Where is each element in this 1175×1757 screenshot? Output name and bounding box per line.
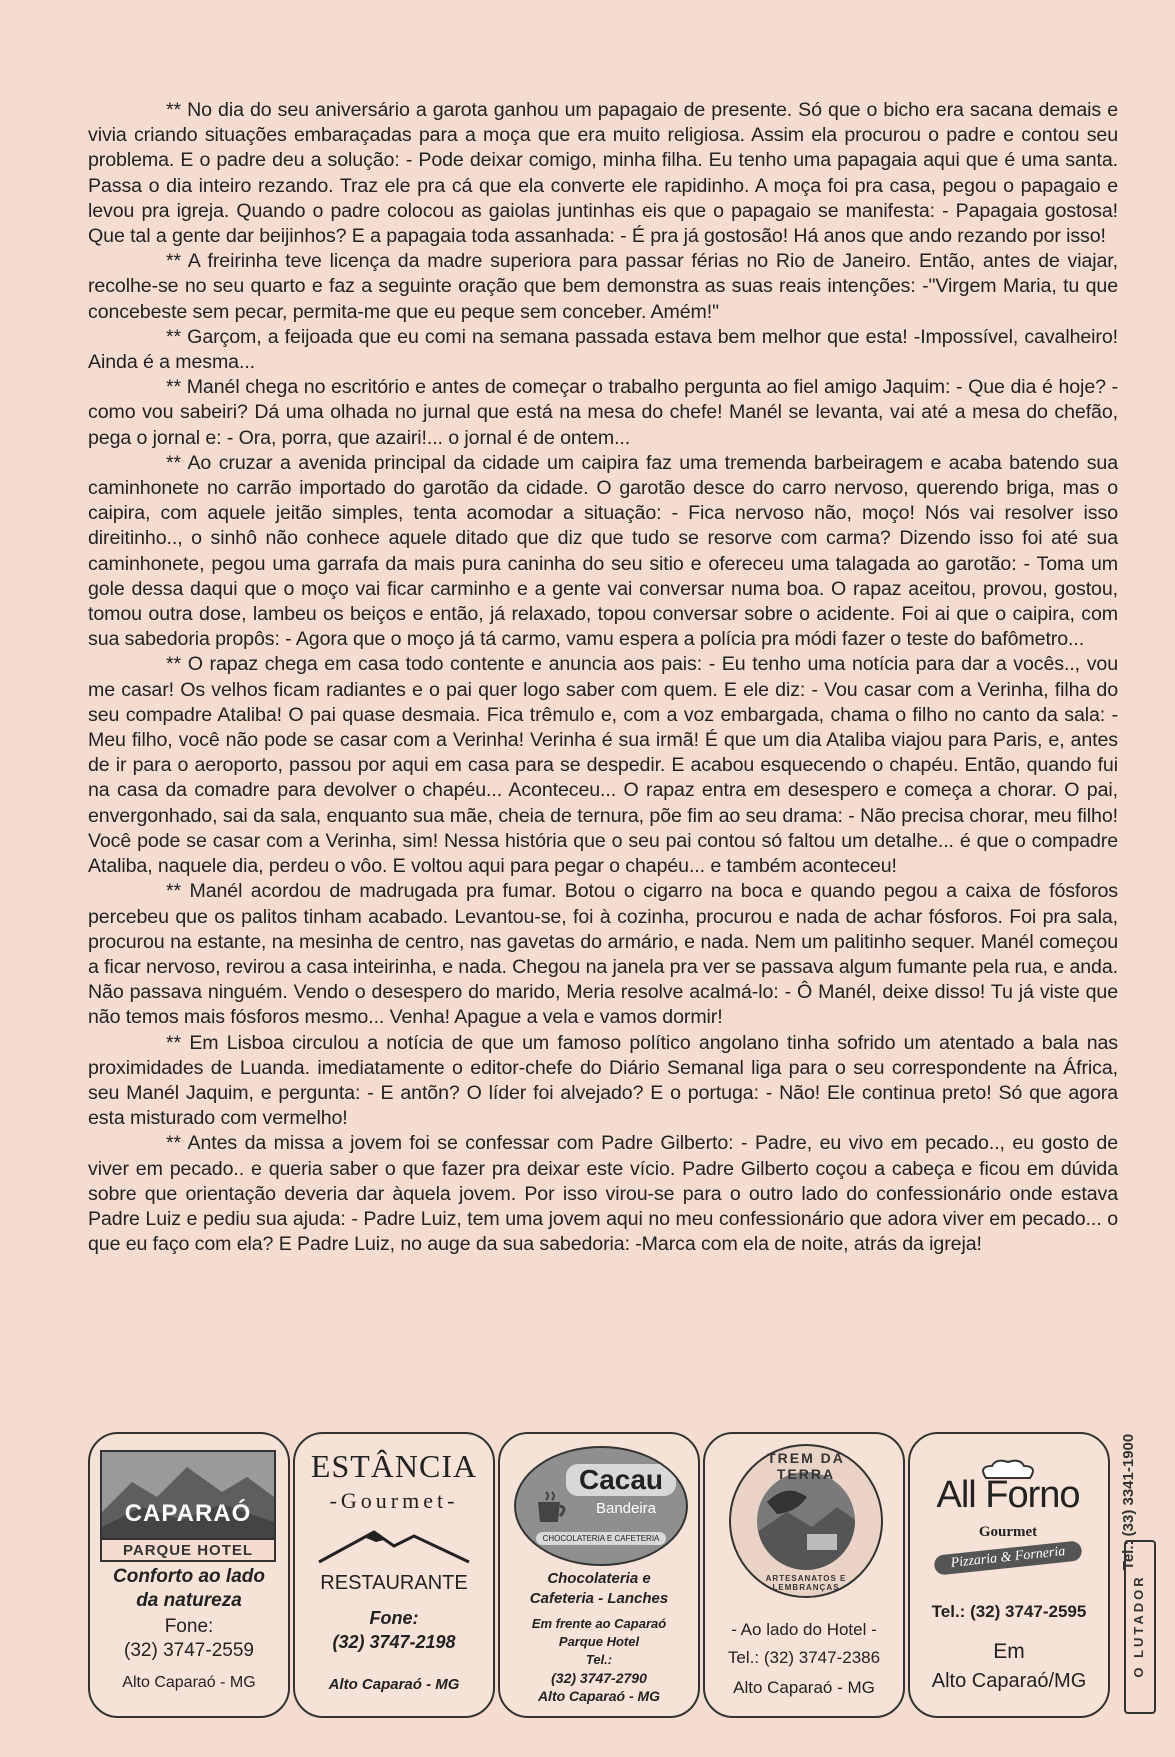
joke-paragraph: ** No dia do seu aniversário a garota ganhou um papagaio de presente. Só que o bicho era sacana demais e vivia criando situações embaraçadas para a moça que era muito religiosa. Assim ela procurou o padre e contou seu problema. E o padre deu a solução: - Pode deixar comigo, minha filha. Eu tenho uma papagaia aqui que é uma santa. Passa o dia inteiro rezando. Traz ele pra cá que ela converte ele rapidinho. A moça foi pra casa, pegou o papagaio e levou pra igreja. Quando o padre colocou as gaiolas juntinhas eis que o papagaio se manifesta: - Papagaia gostosa! Que tal a gente dar beijinhos? E a papagaia toda assanhada: - É pra já gostosão! Há anos que ando rezando por isso! [88,99,1118,248]
joke-paragraph: ** A freirinha teve licença da madre superiora para passar férias no Rio de Janeiro. Então, antes de viajar, recolhe-se no seu quarto e faz a seguinte oração que bem demonstra as suas reais intenções: -"Virgem Maria, tu que concebeste sem pecar, permita-me que eu peque sem conceber. Amém!" [88,250,1118,323]
trem-logo-top: TREM DA TERRA [767,1450,845,1482]
cacau-logo-text: Cacau [566,1464,676,1496]
cacau-address-2: Parque Hotel [558,1634,640,1649]
caparao-phone: (32) 3747-2559 [124,1640,254,1661]
ads-row [88,1432,1108,1716]
publisher-side-strip [1122,1430,1156,1720]
allforno-location-1: Em [993,1640,1025,1663]
ad-trem-da-terra [703,1432,905,1718]
trem-note: - Ao lado do Hotel - [731,1620,877,1639]
estancia-logo: ESTÂNCIA [310,1448,478,1484]
coffee-cup-icon [532,1488,572,1528]
joke-paragraph: ** Manél acordou de madrugada pra fumar. Botou o cigarro na boca e quando pegou a caixa de fósforos percebeu que os palitos tinham acabado. Levantou-se, foi à cozinha, procurou e nada de achar fósforos. Foi pra sala, procurou na estante, na mesinha de centro, nas gavetas do armário, e nada. Nem um palitinho sequer. Manél começou a ficar nervoso, revirou a casa inteirinha, e nada. Chegou na janela pra ver se passava algum fumante pela rua, e anda. Não passava ninguém. Vendo o desespero do marido, Meria resolve acalmá-lo: - Ô Manél, deixe disso! Tu já viste que não temos mais fósforos mesmo... Venha! Apague a vela e vamos dormir! [88,880,1118,1029]
joke-paragraph: ** Antes da missa a jovem foi se confessar com Padre Gilberto: - Padre, eu vivo em pecado.., eu gosto de viver em pecado.. e queria saber o que fazer pra deixar este vício. Padre Gilberto coçou a cabeça e ficou em dúvida sobre que orientação deveria dar àquela jovem. Por isso virou-se para o outro lado do confessionário onde estava Padre Luiz e pediu sua ajuda: - Padre Luiz, tem uma jovem aqui no meu confessionário que adora viver em pecado... o que eu faço com ela? E Padre Luiz, no auge da sua sabedoria: -Marca com ela de noite, atrás da igreja! [88,1132,1118,1256]
joke-paragraph: ** Ao cruzar a avenida principal da cidade um caipira faz uma tremenda barbeiragem e acaba batendo sua caminhonete no carrão importado do garotão da cidade. O garotão desce do carro nervoso, querendo briga, mas o caipira, com aquele jeitão simples, tenta acomodar a situação: - Fica nervoso não, moço! Nós vai resolver isso direitinho.., o sinhô não conhece aquele ditado que diz que tudo se resorve com carma? Dizendo isso foi até sua caminhonete, pegou uma garrafa da mais pura caninha do seu sitio e ofereceu uma talagada ao garotão: - Toma um gole dessa daqui que o moço vai ficar carminho e a gente vai conversar numa boa. O rapaz aceitou, provou, gostou, tomou outra dose, lambeu os beiços e então, já relaxado, topou conversar sobre o acidente. Foi ai que o caipira, com sua sabedoria propôs: - Agora que o moço já tá carmo, vamu espera a polícia pra módi fazer o teste do bafômetro... [88,451,1118,651]
allforno-logo-text: All Forno [936,1474,1080,1516]
trem-logo [729,1444,883,1598]
caparao-name: PARQUE HOTEL [102,1538,274,1562]
joke-paragraph: ** Manél chega no escritório e antes de começar o trabalho pergunta ao fiel amigo Jaquim: - Que dia é hoje? - como vou sabeiri? Dá uma olhada no jurnal que está na mesa do chefe! Manél se levanta, vai até a mesa do chefão, pega o jornal e: - Ora, porra, que azairi!... o jornal é de ontem... [88,376,1118,449]
estancia-type: RESTAURANTE [320,1572,468,1594]
trem-logo-bottom: ARTESANATOS E LEMBRANÇAS [765,1574,847,1592]
landscape-icon [757,1472,855,1570]
caparao-slogan-1: Conforto ao lado [113,1566,265,1587]
estancia-phone: (32) 3747-2198 [332,1632,456,1652]
caparao-phone-label: Fone: [164,1616,214,1637]
cacau-logo [514,1446,688,1566]
estancia-location: Alto Caparaó - MG [328,1676,460,1693]
joke-paragraph: ** Em Lisboa circulou a notícia de que um famoso político angolano tinha sofrido um atentado a bala nas proximidades de Luanda. imediatamente o editor-chefe do Diário Semanal liga para o seu correspondente na África, seu Manél Jaquim, e pergunta: - E antõn? O líder foi alvejado? E o portuga: - Não! Ele continua preto! Só que agora esta misturado com vermelho! [88,1031,1118,1130]
ad-caparao-hotel [88,1432,290,1718]
jokes-column [88,98,1118,1257]
cacau-type-1: Chocolateria e [547,1570,651,1587]
publisher-name: O LUTADOR [1131,1574,1146,1678]
joke-paragraph: ** Garçom, a feijoada que eu comi na semana passada estava bem melhor que esta! -Impossível, cavalheiro! Ainda é a mesma... [88,325,1118,374]
allforno-location-2: Alto Caparaó/MG [931,1670,1087,1692]
ad-all-forno [908,1432,1110,1718]
estancia-logo-sub: -Gourmet- [329,1488,459,1513]
cacau-phone-label: Tel.: [585,1652,613,1667]
allforno-logo [924,1472,1092,1582]
caparao-logo-text: CAPARAÓ [124,1500,252,1527]
publisher-phone: Tel.: (33) 3341-1900 [1120,1433,1137,1571]
cacau-phone: (32) 3747-2790 [551,1670,647,1686]
cacau-logo-ribbon: CHOCOLATERIA E CAFETERIA [536,1532,666,1545]
cacau-location: Alto Caparaó - MG [537,1688,661,1704]
publisher-logo-box [1124,1540,1156,1714]
cacau-type-2: Cafeteria - Lanches [529,1590,669,1607]
trem-phone: Tel.: (32) 3747-2386 [727,1648,881,1667]
allforno-logo-sub: Gourmet [978,1524,1038,1540]
caparao-slogan-2: da natureza [136,1590,242,1611]
estancia-phone-label: Fone: [369,1608,419,1628]
allforno-phone: Tel.: (32) 3747-2595 [931,1602,1087,1621]
trem-location: Alto Caparaó - MG [733,1678,875,1697]
cacau-address-1: Em frente ao Caparaó [531,1616,667,1631]
caparao-location: Alto Caparaó - MG [122,1674,256,1691]
trem-logo-inner [757,1472,855,1570]
ad-cacau-bandeira [498,1432,700,1718]
caparao-logo [100,1450,276,1562]
allforno-logo-ribbon: Pizzaria & Forneria [933,1540,1082,1575]
cacau-logo-sub: Bandeira [595,1500,657,1517]
joke-paragraph: ** O rapaz chega em casa todo contente e anuncia aos pais: - Eu tenho uma notícia para dar a vocês.., vou me casar! Os velhos ficam radiantes e o pai quer logo saber com quem. E ele diz: - Vou casar com a Verinha, filha do seu compadre Ataliba! O pai quase desmaia. Fica trêmulo e, com a voz embargada, chama o filho no canto da sala: - Meu filho, você não pode se casar com a Verinha! Verinha é sua irmã! É que um dia Ataliba viajou para Paris, e, antes de ir para o aeroporto, passou por aqui em casa para se despedir. E acabou esquecendo o chapéu. Então, quando fui na casa da comadre para devolver o chapéu... Aconteceu... O rapaz entra em desespero e começa a chorar. O pai, envergonhado, sai da sala, enquanto sua mãe, cheia de ternura, põe fim ao seu drama: - Não precisa chorar, meu filho! Você pode se casar com a Verinha, sim! Nessa história que o seu pai contou só faltou um detalhe... é que o compadre Ataliba, naquele dia, perdeu o vôo. E voltou aqui para pegar o chapéu... e também aconteceu! [88,653,1118,878]
mountain-icon [314,1526,474,1566]
ad-estancia-gourmet [293,1432,495,1718]
